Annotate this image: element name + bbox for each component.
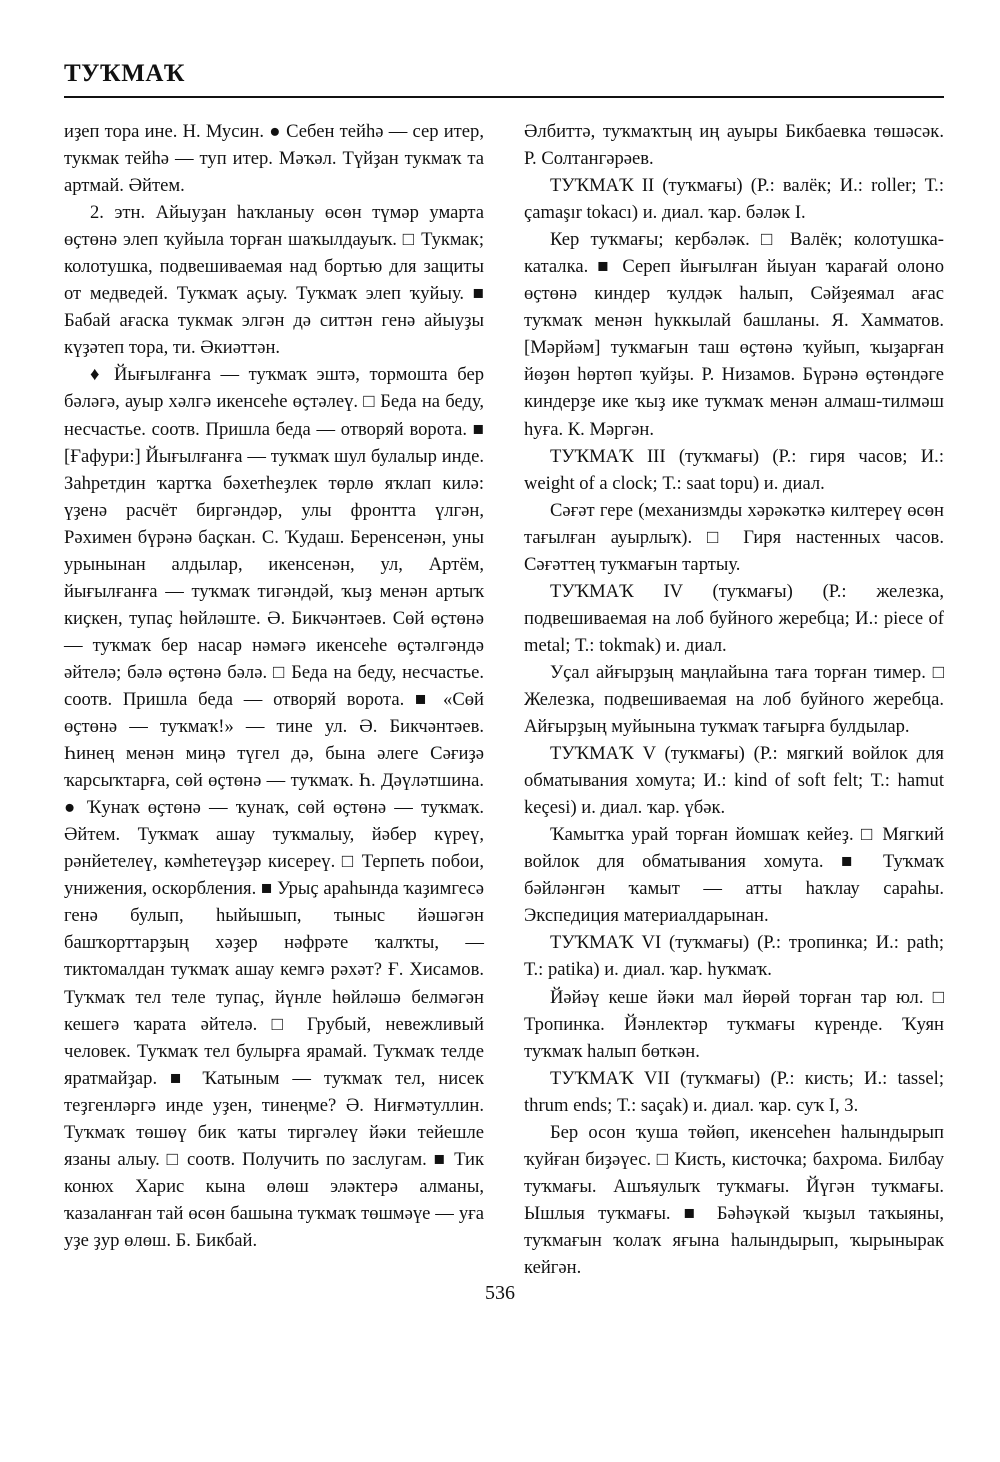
header-rule <box>64 96 944 98</box>
running-header <box>64 60 944 88</box>
entry-paragraph: Бер осон ҡуша төйөп, икенсеһен һалындырып ҡуйған биҙәүес. □ Кисть, кисточка; бахрома. Билбау туҡмағы. Ашъяулыҡ туҡмағы. Йүгән туҡмағы. Ышлыя туҡмағы. ■ Бәһәүкәй ҡыҙыл таҡыяны, туҡмағын ҡолаҡ яғына һалындырып, ҡырынырак кейгән. <box>524 1121 944 1278</box>
entry-paragraph: Уҫал айғырҙың маңлайына таға торған тимер. □ Железка, подвешиваемая на лоб буйного жеребца. Айғырҙың муйынына туҡмаҡ тағырға булдылар. <box>524 661 944 738</box>
entry-paragraph: Йәйәү кеше йәки мал йөрөй торған тар юл. □ Тропинка. Йәнлектәр туҡмағы күренде. Ҡуян туҡмаҡ һалып бөткән. <box>524 986 944 1062</box>
entry-paragraph: Әлбиттә, туҡмаҡтың иң ауыры Бикбаевка төшәсәк. Р. Солтангәрәев. <box>524 121 944 170</box>
entry-headword: ТУҠМАҠ II (туҡмағы) (Р.: валёк; И.: roller; Т.: çamaşır tokacı) и. диал. ҡар. бәләк I. <box>524 175 944 224</box>
left-column <box>64 118 484 1254</box>
right-column <box>524 118 944 1281</box>
entry-paragraph: Сәғәт гере (механизмды хәрәкәткә килтереү өсөн тағылған ауырлыҡ). □ Гиря настенных часов. Сәғәттең туҡмағын тартыу. <box>524 499 944 575</box>
page-number: 536 <box>485 1282 515 1304</box>
entry-headword: ТУҠМАҠ V (туҡмағы) (Р.: мягкий войлок для обматывания хомута; И.: kind of soft felt; Т.: hamut keçesi) и. диал. ҡар. үбәк. <box>524 743 944 819</box>
entry-headword: ТУҠМАҠ VII (туҡмағы) (Р.: кисть; И.: tassel; thrum ends; Т.: saçak) и. диал. ҡар. суҡ I, 3. <box>524 1067 944 1116</box>
entry-paragraph: иҙеп тора ине. Н. Мусин. ● Себен тейһә — сер итер, тукмак тейһә — туп итер. Мәҡәл. Түйҙан тукмаҡ та артмай. Әйтем. <box>64 121 484 197</box>
entry-paragraph: Кер туҡмағы; кербәләк. □ Валёк; колотушка-каталка. ■ Сереп йығылған йыуан ҡарағай олоно өҫтөнә киндер ҡулдәк һалып, Сәйҙеямал ағас туҡмаҡ менән һуккылай башланы. Я. Хамматов. [Мәрйәм] туҡмағын таш өҫтөнә ҡуйып, ҡыҙарған йөҙөн һөртөп ҡуйҙы. Р. Низамов. Бүрәнә өҫтөндәге киндерҙе ике ҡыҙ ике туҡмаҡ менән алмаш-тилмәш һуға. К. Мәргән. <box>524 229 944 440</box>
entry-paragraph: 2. этн. Айыуҙан һаҡланыу өсөн түмәр умарта өҫтөнә элеп ҡуйыла торған шаҡылдауыҡ. □ Тукмак; колотушка, подвешиваемая над бортью для защиты от медведей. Туҡмаҡ аҫыу. Туҡмаҡ элеп ҡуйыу. ■ Бабай ағаска тукмак элгән дә ситтән генә айыуҙы күҙәтеп тора, ти. Әкиәттән. <box>64 202 484 359</box>
entry-headword: ТУҠМАҠ VI (туҡмағы) (Р.: тропинка; И.: path; Т.: patika) и. диал. ҡар. һуҡмаҡ. <box>524 932 944 981</box>
page-title: ТУҠМАҠ <box>64 60 186 87</box>
entry-headword: ТУҠМАҠ III (туҡмағы) (Р.: гиря часов; И.: weight of a clock; Т.: saat topu) и. диал. <box>524 445 944 494</box>
entry-paragraph: ♦ Йығылғанға — туҡмаҡ эштә, тормошта бер бәләгә, ауыр хәлгә икенсеһе өҫтәлеү. □ Беда на беду, несчастье. соотв. Пришла беда — отворяй ворота. ■ [Ғафури:] Йығылғанға — туҡмаҡ шул булалыр инде. Заһретдин ҡартҡа бәхетһеҙлек төрлө яҡлап килә: үҙенә расчёт биргәндәр, улы фронтта үлгән, Рәхимен бүрәнә баҫкан. С. Ҡудаш. Беренсенән, уны урынынан алдылар, икенсенән, ул, Артём, йығылғанға — туҡмаҡ тигәндәй, ҡыҙ менән артыҡ киҫкен, тупаҫ һөйләште. Ә. Бикчәнтәев. Сөй өҫтөнә — туҡмаҡ бер насар нәмәгә икенсеһе өҫтәлгәндә әйтелә; бәлә өҫтөнә бәлә. □ Беда на беду, несчастье. соотв. Пришла беда — отворяй ворота. ■ «Сөй өҫтөнә — туҡмаҡ!» — тине ул. Ә. Бикчәнтәев. Һинең менән миңә түгел дә, бына әлеге Сәғиҙә ҡарсыҡтарға, сөй өҫтөнә — туҡмаҡ. Һ. Дәүләтшина. ● Ҡунаҡ өҫтөнә — ҡунаҡ, сөй өҫтөнә — туҡмаҡ. Әйтем. Туҡмаҡ ашау туҡмалыу, йәбер күреү, рәнйетелеү, кәмһетеүҙәр кисереү. □ Терпеть побои, унижения, оскорбления. ■ Урыҫ араһында ҡаҙимгесә генә булып, һыйышып, тыныс йәшәгән башҡорттарҙың хәҙер нәфрәте ҡалҡты, — тиктомалдан туҡмаҡ ашау кемгә рәхәт? Ғ. Хисамов. Туҡмаҡ тел теле тупаҫ, йүнле һөйләшә белмәгән кешегә ҡарата әйтелә. □ Грубый, невежливый человек. Туҡмаҡ тел булырға ярамай. Туҡмаҡ телде яратмайҙар. ■ Ҡатыным — туҡмаҡ тел, нисек теҙгенләргә инде уҙен, тинеңме? Ә. Ниғмәтуллин. Туҡмаҡ төшөү бик ҡаты тиргәлеү йәки тейешле язаны алыу. □ соотв. Получить по заслугам. ■ Тик конюх Харис кына өлөш эләктерә алманы, ҡазаланған тай өсөн башына туҡмаҡ төшмәүе — уға уҙе ҙур өлөш. Б. Бикбай. <box>64 364 484 1251</box>
entry-headword: ТУҠМАҠ IV (туҡмағы) (Р.: железка, подвешиваемая на лоб буйного жеребца; И.: piece of metal; Т.: tokmak) и. диал. <box>524 580 944 656</box>
entry-paragraph: Ҡамытҡа урай торған йомшаҡ кейеҙ. □ Мягкий войлок для обматывания хомута. ■ Туҡмаҡ бәйләнгән ҡамыт — атты һаҡлау сараһы. Экспедиция материалдарынан. <box>524 824 944 927</box>
